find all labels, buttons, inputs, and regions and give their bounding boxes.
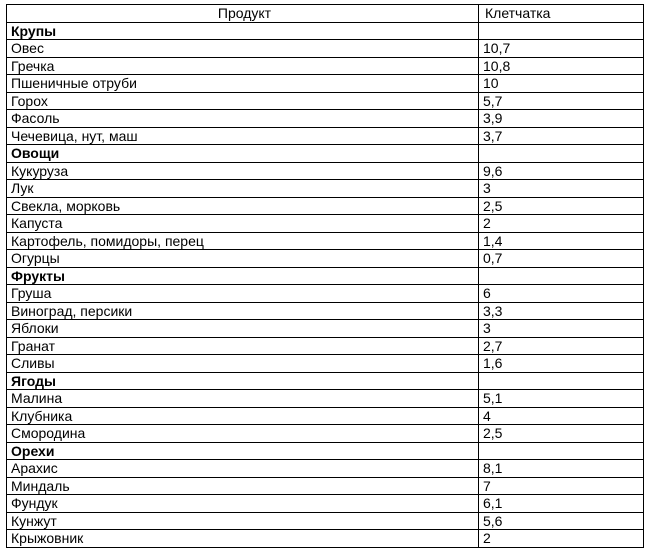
- product-cell: Кукуруза: [7, 162, 479, 180]
- table-row: [7, 320, 644, 338]
- table-row: [7, 127, 644, 145]
- product-cell: Картофель, помидоры, перец: [7, 232, 479, 250]
- table-body: [7, 22, 644, 547]
- product-cell: Свекла, морковь: [7, 197, 479, 215]
- table-row: [7, 337, 644, 355]
- product-cell: Фундук: [7, 495, 479, 513]
- product-cell: Фасоль: [7, 110, 479, 128]
- fiber-value-cell: 5,6: [479, 512, 644, 530]
- product-cell: Арахис: [7, 460, 479, 478]
- table-header: [7, 5, 644, 23]
- category-value-cell: [479, 22, 644, 40]
- fiber-value-cell: 10,7: [479, 40, 644, 58]
- fiber-value-cell: 8,1: [479, 460, 644, 478]
- fiber-value-cell: 3,3: [479, 302, 644, 320]
- table-row: [7, 110, 644, 128]
- product-cell: Миндаль: [7, 477, 479, 495]
- product-cell: Кунжут: [7, 512, 479, 530]
- table-row: [7, 75, 644, 93]
- table-row: [7, 92, 644, 110]
- product-cell: Груша: [7, 285, 479, 303]
- table-row: [7, 40, 644, 58]
- product-cell: Горох: [7, 92, 479, 110]
- table-row: [7, 302, 644, 320]
- fiber-value-cell: 3,9: [479, 110, 644, 128]
- table-row: [7, 285, 644, 303]
- table-row: [7, 162, 644, 180]
- product-cell: Гранат: [7, 337, 479, 355]
- table-row: [7, 477, 644, 495]
- category-row: [7, 267, 644, 285]
- header-row: [7, 5, 644, 23]
- category-name: Орехи: [7, 442, 479, 460]
- table-row: [7, 250, 644, 268]
- table-row: [7, 407, 644, 425]
- table-row: [7, 512, 644, 530]
- fiber-value-cell: 0,7: [479, 250, 644, 268]
- fiber-value-cell: 3: [479, 180, 644, 198]
- product-cell: Овес: [7, 40, 479, 58]
- table-row: [7, 197, 644, 215]
- product-cell: Огурцы: [7, 250, 479, 268]
- product-cell: Смородина: [7, 425, 479, 443]
- category-name: Ягоды: [7, 372, 479, 390]
- product-cell: Чечевица, нут, маш: [7, 127, 479, 145]
- product-cell: Гречка: [7, 57, 479, 75]
- category-name: Крупы: [7, 22, 479, 40]
- table-row: [7, 215, 644, 233]
- product-cell: Лук: [7, 180, 479, 198]
- product-cell: Клубника: [7, 407, 479, 425]
- fiber-value-cell: 1,6: [479, 355, 644, 373]
- category-row: [7, 442, 644, 460]
- category-value-cell: [479, 442, 644, 460]
- fiber-value-cell: 5,7: [479, 92, 644, 110]
- fiber-value-cell: 2: [479, 530, 644, 548]
- category-row: [7, 372, 644, 390]
- fiber-value-cell: 3,7: [479, 127, 644, 145]
- table-row: [7, 232, 644, 250]
- category-value-cell: [479, 372, 644, 390]
- product-cell: Сливы: [7, 355, 479, 373]
- fiber-value-cell: 5,1: [479, 390, 644, 408]
- category-row: [7, 22, 644, 40]
- product-cell: Яблоки: [7, 320, 479, 338]
- fiber-value-cell: 2: [479, 215, 644, 233]
- fiber-value-cell: 4: [479, 407, 644, 425]
- fiber-table: [6, 4, 644, 548]
- product-cell: Виноград, персики: [7, 302, 479, 320]
- category-value-cell: [479, 267, 644, 285]
- table-row: [7, 57, 644, 75]
- fiber-value-cell: 3: [479, 320, 644, 338]
- fiber-value-cell: 6: [479, 285, 644, 303]
- table-row: [7, 390, 644, 408]
- product-cell: Капуста: [7, 215, 479, 233]
- fiber-value-cell: 2,7: [479, 337, 644, 355]
- header-fiber: Клетчатка: [479, 5, 644, 23]
- table-row: [7, 530, 644, 548]
- category-name: Овощи: [7, 145, 479, 163]
- category-row: [7, 145, 644, 163]
- table-row: [7, 460, 644, 478]
- category-value-cell: [479, 145, 644, 163]
- fiber-value-cell: 10: [479, 75, 644, 93]
- fiber-value-cell: 10,8: [479, 57, 644, 75]
- product-cell: Пшеничные отруби: [7, 75, 479, 93]
- table-row: [7, 180, 644, 198]
- header-product: Продукт: [7, 5, 479, 23]
- fiber-value-cell: 6,1: [479, 495, 644, 513]
- table-row: [7, 495, 644, 513]
- fiber-value-cell: 1,4: [479, 232, 644, 250]
- fiber-value-cell: 2,5: [479, 197, 644, 215]
- table-row: [7, 425, 644, 443]
- fiber-value-cell: 7: [479, 477, 644, 495]
- category-name: Фрукты: [7, 267, 479, 285]
- product-cell: Крыжовник: [7, 530, 479, 548]
- table-row: [7, 355, 644, 373]
- fiber-value-cell: 9,6: [479, 162, 644, 180]
- fiber-value-cell: 2,5: [479, 425, 644, 443]
- product-cell: Малина: [7, 390, 479, 408]
